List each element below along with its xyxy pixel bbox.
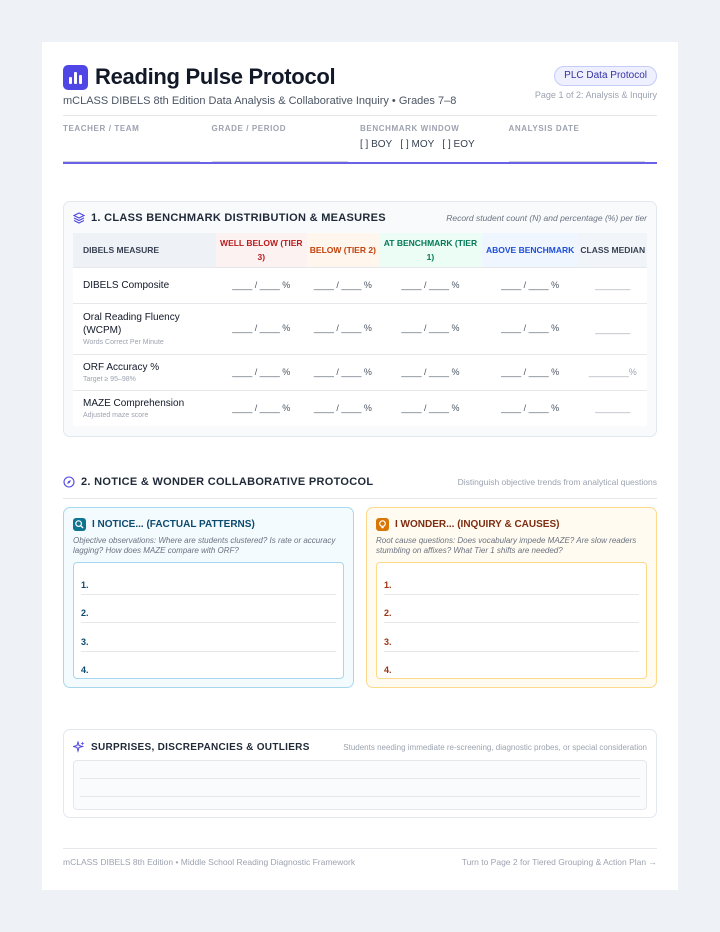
above-cell[interactable]: ____ / ____ % (482, 267, 579, 303)
sparkle-icon (73, 741, 85, 753)
tier2-cell[interactable]: ____ / ____ % (307, 354, 380, 390)
field-label: ANALYSIS DATE (508, 124, 580, 133)
footer-right: Turn to Page 2 for Tiered Grouping & Action Plan → (461, 857, 657, 867)
page-title: Reading Pulse Protocol (95, 64, 336, 89)
table-row (73, 267, 647, 303)
page-indicator: Page 1 of 2: Analysis & Inquiry (534, 90, 657, 100)
measure-name: Oral Reading Fluency (WCPM) (83, 312, 180, 336)
field-label: GRADE / PERIOD (211, 124, 287, 133)
table-row (73, 354, 647, 390)
section-note: Distinguish objective trends from analytical questions (457, 476, 657, 487)
wonder-lines[interactable] (376, 562, 647, 679)
table-row (73, 303, 647, 354)
benchmark-window-options[interactable]: [ ] BOY [ ] MOY [ ] EOY (360, 139, 475, 150)
line-number: 3. (81, 636, 89, 647)
line-number: 1. (384, 579, 392, 590)
line-number: 2. (81, 608, 89, 618)
page-subtitle: mCLASS DIBELS 8th Edition Data Analysis & Collaborative Inquiry • Grades 7–8 (63, 95, 457, 107)
above-cell[interactable]: ____ / ____ % (482, 354, 579, 390)
line-number: 1. (81, 579, 89, 590)
grade-period-field[interactable] (212, 124, 361, 162)
outliers-writing-area[interactable] (73, 760, 647, 810)
tier1-cell[interactable]: ____ / ____ % (379, 303, 482, 354)
meta-fields (63, 124, 657, 162)
wonder-title: I WONDER... (INQUIRY & CAUSES) (395, 519, 560, 530)
surprises-card (63, 729, 657, 818)
teacher-team-field[interactable] (63, 124, 212, 162)
tier3-cell[interactable]: ____ / ____ % (216, 390, 307, 426)
median-cell[interactable]: _______ (578, 267, 647, 303)
line-number: 3. (384, 636, 392, 647)
bar-chart-icon (63, 65, 88, 90)
wonder-description: Root cause questions: Does vocabulary impede MAZE? Are slow readers stumbling on affixes? What Tier 1 shifts are needed? (376, 536, 637, 555)
tier3-cell[interactable]: ____ / ____ % (216, 267, 307, 303)
field-label: BENCHMARK WINDOW (360, 124, 460, 133)
measure-name: MAZE Comprehension (83, 398, 185, 410)
above-cell[interactable]: ____ / ____ % (482, 303, 579, 354)
protocol-badge: PLC Data Protocol (554, 66, 657, 86)
notice-wonder-section (63, 475, 657, 688)
tier2-cell[interactable]: ____ / ____ % (307, 303, 380, 354)
footer-left: mCLASS DIBELS 8th Edition • Middle School Reading Diagnostic Framework (63, 857, 356, 867)
line-number: 2. (384, 608, 392, 618)
tier1-cell[interactable]: ____ / ____ % (379, 354, 482, 390)
notice-description: Objective observations: Where are students clustered? Is rate or accuracy lagging? How does MAZE compare with ORF? (73, 536, 336, 555)
median-cell[interactable]: _______ (578, 303, 647, 354)
tier3-cell[interactable]: ____ / ____ % (216, 303, 307, 354)
median-cell[interactable]: _______ (578, 390, 647, 426)
search-icon (73, 518, 86, 531)
compass-icon (63, 476, 75, 488)
benchmark-distribution-card (63, 201, 657, 437)
col-header-tier2: BELOW (TIER 2) (307, 233, 380, 267)
analysis-date-field[interactable] (509, 124, 658, 162)
benchmark-window-field[interactable] (360, 124, 509, 162)
tier3-cell[interactable]: ____ / ____ % (216, 354, 307, 390)
section-title: SURPRISES, DISCREPANCIES & OUTLIERS (91, 741, 310, 753)
wonder-box (366, 507, 657, 688)
col-header-tier1: AT BENCHMARK (TIER 1) (379, 233, 482, 267)
tier1-cell[interactable]: ____ / ____ % (379, 390, 482, 426)
measure-sub: Adjusted maze score (83, 412, 149, 420)
section-note: Record student count (N) and percentage (%) per tier (446, 213, 647, 223)
notice-box (63, 507, 354, 688)
notice-lines[interactable] (73, 562, 344, 679)
tier2-cell[interactable]: ____ / ____ % (307, 390, 380, 426)
lightbulb-icon (376, 518, 389, 531)
above-cell[interactable]: ____ / ____ % (482, 390, 579, 426)
table-row (73, 390, 647, 426)
benchmark-table (73, 233, 647, 426)
header-divider (63, 115, 657, 116)
median-cell[interactable]: ________% (578, 354, 647, 390)
section-note: Students needing immediate re-screening, diagnostic probes, or special consideration (343, 742, 647, 752)
col-header-tier3: WELL BELOW (TIER 3) (216, 233, 307, 267)
protocol-page (42, 42, 678, 890)
line-number: 4. (384, 665, 392, 675)
tier2-cell[interactable]: ____ / ____ % (307, 267, 380, 303)
meta-divider (63, 162, 657, 164)
measure-sub: Words Correct Per Minute (83, 339, 164, 346)
notice-title: I NOTICE... (FACTUAL PATTERNS) (92, 519, 255, 530)
measure-name: DIBELS Composite (83, 279, 170, 291)
layers-icon (73, 212, 85, 224)
page-footer (63, 848, 657, 867)
col-header-above: ABOVE BENCHMARK (482, 233, 579, 267)
line-number: 4. (81, 665, 89, 675)
page-header (63, 64, 657, 112)
col-header-measure: DIBELS MEASURE (73, 233, 216, 267)
section-title: 2. NOTICE & WONDER COLLABORATIVE PROTOCOL (81, 475, 374, 488)
col-header-median: CLASS MEDIAN (578, 233, 647, 267)
measure-name: ORF Accuracy % (83, 362, 160, 373)
field-label: TEACHER / TEAM (63, 124, 140, 133)
tier1-cell[interactable]: ____ / ____ % (379, 267, 482, 303)
section-title: 1. CLASS BENCHMARK DISTRIBUTION & MEASURES (91, 212, 386, 224)
measure-sub: Target ≥ 95–98% (83, 376, 136, 383)
